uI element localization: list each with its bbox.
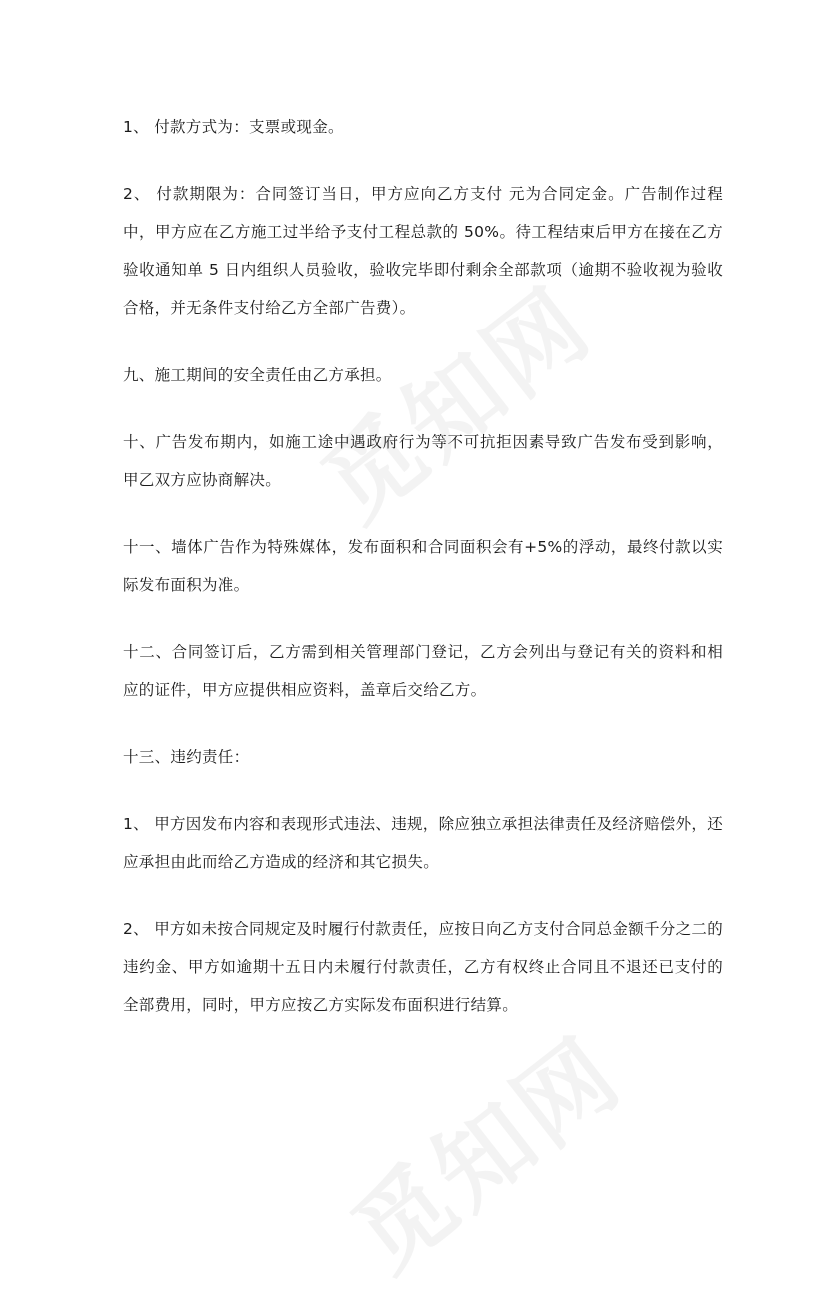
paragraph-payment-method: 1、 付款方式为：支票或现金。 bbox=[123, 118, 344, 136]
paragraph-clause-9: 九、施工期间的安全责任由乙方承担。 bbox=[123, 366, 392, 384]
paragraph-payment-term: 2、 付款期限为：合同签订当日，甲方应向乙方支付 元为合同定金。广告制作过程中，甲方应在乙方施工过半给予支付工程总款的 50%。待工程结束后甲方在接在乙方验收通知单 5 日内组织人员验收，验收完毕即付剩余全部款项（逾期不验收视为验收合格，并无条件支付给乙方全部广告费）。 bbox=[123, 185, 723, 317]
paragraph-clause-11: 十一、墙体广告作为特殊媒体，发布面积和合同面积会有+5%的浮动，最终付款以实际发布面积为准。 bbox=[123, 538, 723, 594]
paragraph-clause-10: 十、广告发布期内，如施工途中遇政府行为等不可抗拒因素导致广告发布受到影响，甲乙双方应协商解决。 bbox=[123, 433, 723, 489]
document-body bbox=[123, 108, 723, 1024]
paragraph-breach-item-1: 1、 甲方因发布内容和表现形式违法、违规，除应独立承担法律责任及经济赔偿外，还应承担由此而给乙方造成的经济和其它损失。 bbox=[123, 815, 723, 871]
watermark bbox=[320, 1000, 645, 1296]
paragraph-clause-13-heading: 十三、违约责任： bbox=[123, 748, 250, 766]
paragraph-clause-12: 十二、合同签订后，乙方需到相关管理部门登记，乙方会列出与登记有关的资料和相应的证件，甲方应提供相应资料，盖章后交给乙方。 bbox=[123, 643, 723, 699]
paragraph-breach-item-2: 2、 甲方如未按合同规定及时履行付款责任，应按日向乙方支付合同总金额千分之二的违约金、甲方如逾期十五日内未履行付款责任，乙方有权终止合同且不退还已支付的全部费用，同时，甲方应按乙方实际发布面积进行结算。 bbox=[123, 920, 723, 1014]
